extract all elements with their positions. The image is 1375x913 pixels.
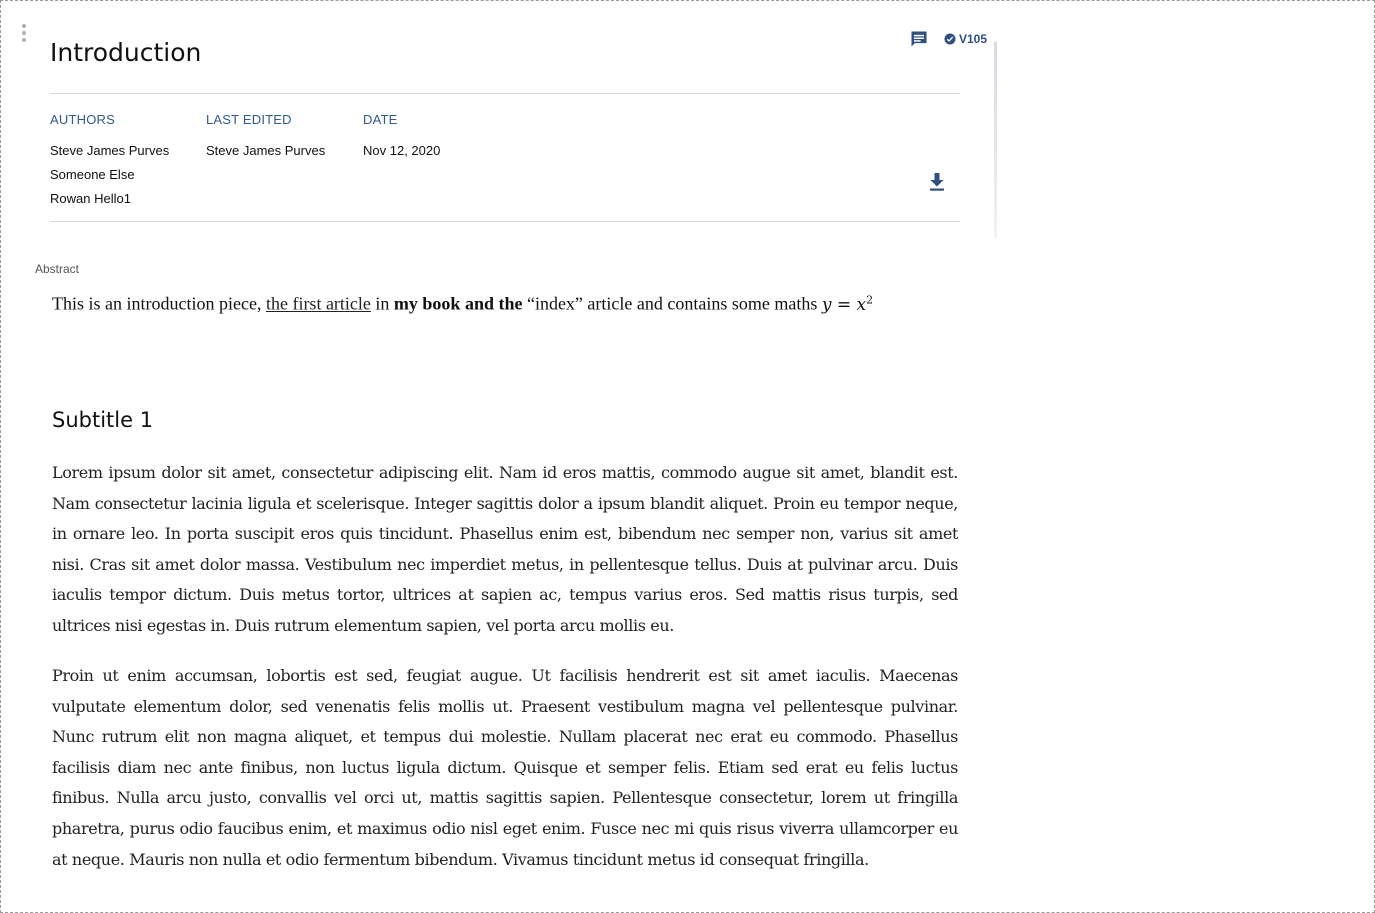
last-edited-column (206, 112, 325, 163)
authors-label: AUTHORS (50, 112, 115, 127)
section-subtitle: Subtitle 1 (52, 408, 154, 432)
math-equals: = (831, 294, 857, 315)
math-lhs: y (821, 294, 832, 315)
math-rhs: x (856, 294, 867, 315)
author-name: Steve James Purves (50, 143, 170, 158)
last-edited-label: LAST EDITED (206, 112, 292, 127)
first-article-link[interactable]: the first article (265, 293, 371, 314)
version-badge[interactable] (944, 32, 987, 46)
body-paragraph: Lorem ipsum dolor sit amet, consectetur adipiscing elit. Nam id eros mattis, commodo augue sit amet, blandit est. Nam consectetur lacinia ligula et scelerisque. Integer sagittis dolor a ipsum blandit aliquet. Proin eu tempor neque, in ornare leo. In porta suscipit eros quis tincidunt. Phasellus enim est, bibendum nec semper non, varius sit amet nisi. Cras sit amet dolor massa. Vestibulum nec imperdiet metus, in pellentesque tellus. Duis at pulvinar arcu. Duis iaculis tempor dictum. Duis metus tortor, ultrices at sapien ac, tempus varius eros. Sed mattis risus turpis, sed ultrices nisi egestas in. Duis rutrum elementum sapien, vel porta arcu mollis eu. (52, 463, 958, 635)
comment-icon[interactable] (908, 29, 930, 49)
last-edited-value: Steve James Purves (206, 143, 326, 158)
abstract-text-part: “index” article and contains some maths (522, 293, 822, 314)
author-name: Rowan Hello1 (50, 191, 131, 206)
abstract-label: Abstract (35, 262, 80, 276)
authors-column (50, 112, 169, 211)
date-label: DATE (363, 112, 398, 127)
abstract-text-part: This is an introduction piece, (52, 293, 266, 314)
download-icon[interactable] (928, 172, 946, 192)
math-expression (822, 295, 873, 315)
drag-handle-icon[interactable] (21, 24, 27, 42)
date-value: Nov 12, 2020 (363, 143, 441, 158)
divider-top (50, 93, 960, 94)
date-column (363, 112, 440, 163)
author-name: Someone Else (50, 167, 135, 182)
abstract-text-part: in (370, 293, 394, 314)
check-circle-icon (944, 33, 956, 45)
page-title: Introduction (50, 38, 202, 67)
math-exponent: 2 (866, 293, 874, 306)
version-label: V105 (959, 32, 988, 46)
divider-bottom (50, 221, 960, 222)
body-paragraph: Proin ut enim accumsan, lobortis est sed, feugiat augue. Ut facilisis hendrerit est sit amet iaculis. Maecenas vulputate elementum dolor, sed venenatis felis mollis ut. Praesent vestibulum magna vel pellentesque pulvinar. Nunc rutrum elit non magna aliquet, et tempus dui molestie. Nullam placerat nec erat eu commodo. Phasellus facilisis diam nec ante finibus, non luctus ligula dictum. Quisque et semper felis. Etiam sed erat eu felis luctus finibus. Nulla arcu justo, convallis vel orci ut, mattis sagittis sapien. Pellentesque consectetur, lorem ut fringilla pharetra, purus odio faucibus enim, et maximus odio nisl eget enim. Fusce nec mi quis risus viverra ullamcorper eu at neque. Mauris non nulla et odio fermentum bibendum. Vivamus tincidunt metus id consequat fringilla. (52, 666, 958, 869)
abstract-bold-text: my book and the (393, 293, 523, 314)
side-rule (994, 42, 997, 238)
abstract-text (52, 285, 958, 320)
top-toolbar (908, 29, 987, 49)
